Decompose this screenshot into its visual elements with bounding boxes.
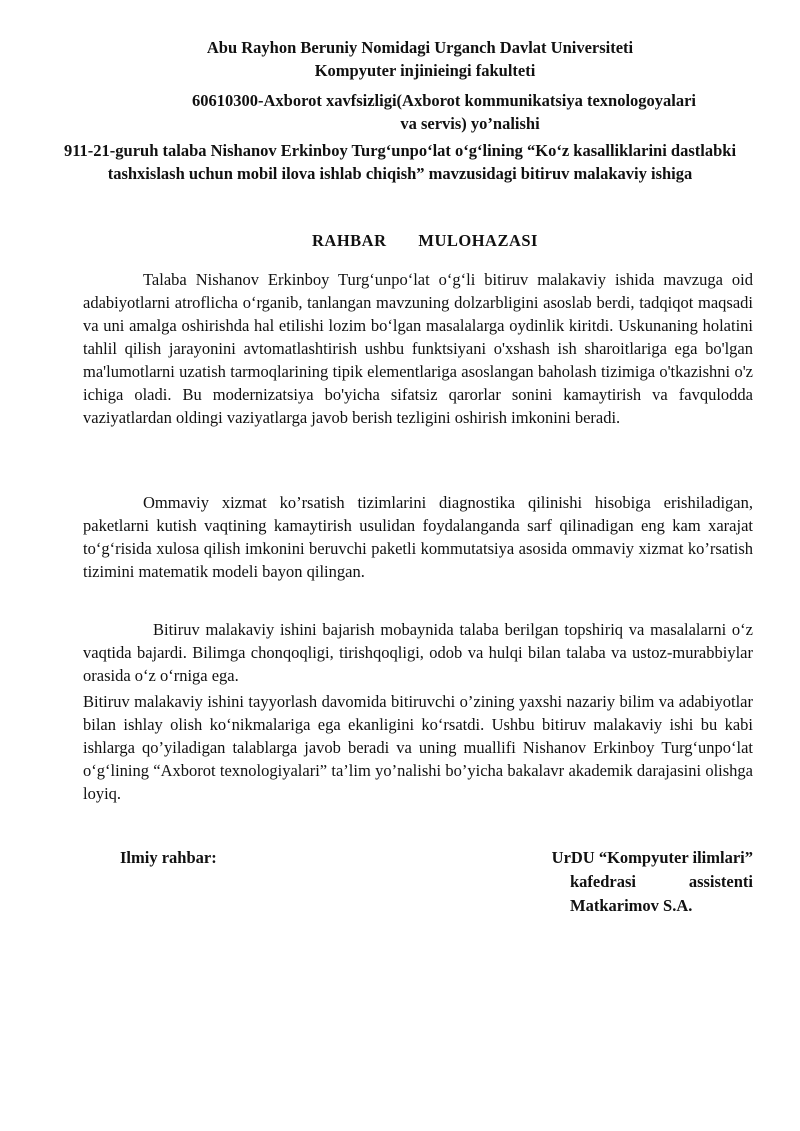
supervisor-name: Matkarimov S.A. <box>570 896 693 915</box>
document-heading: RAHBAR MULOHAZASI <box>312 231 538 250</box>
paragraph-4: Bitiruv malakaviy ishini tayyorlash davomida bitiruvchi o’zining yaxshi nazariy bilim va adabiyotlar bilan ishlay olish ko‘nikmalariga ega ekanligini ko‘rsatdi. Ushbu bitiruv malakaviy ishi bu kabi ishlarga qo’yiladigan talablarga javob beradi va uning muallifi Nishanov Erkinboy Turg‘unpo‘lat o‘g‘lining “Axborot texnologiyalari” ta’lim yo’nalishi bo’yicha bakalavr akademik darajasini olishga loyiq. <box>83 692 753 803</box>
paragraph-3: Bitiruv malakaviy ishini bajarish mobaynida talaba berilgan topshiriq va masalalarni o‘z vaqtida bajardi. Bilimga chonqoqligi, tirishqoqligi, odob va hulqi bilan talaba va ustoz-murabbiylar orasida o‘z o‘rniga ega. <box>83 620 753 685</box>
supervisor-block <box>520 846 753 918</box>
paragraph-2: Ommaviy xizmat ko’rsatish tizimlarini diagnostika qilinishi hisobiga erishiladigan, paketlarni kutish vaqtining kamaytirish usulidan foydalanganda sarf qilinadigan eng kam xarajat to‘g‘risida xulosa qilish imkonini beruvchi paketli kommutatsiya asosida ommaviy xizmat ko’rsatish tizimini matematik modeli bayon qilingan. <box>83 493 753 581</box>
supervisor-department: UrDU “Kompyuter ilimlari” <box>551 848 753 867</box>
faculty-name: Kompyuter injinieingi fakulteti <box>314 61 536 80</box>
thesis-topic: 911-21-guruh talaba Nishanov Erkinboy Turg‘unpo‘lat o‘g‘lining “Ko‘z kasalliklarini dastlabki tashxislash uchun mobil ilova ishlab chiqish” mavzusidagi bitiruv malakaviy ishiga <box>63 141 737 183</box>
supervisor-label: Ilmiy rahbar: <box>120 848 217 867</box>
direction-line-2: va servis) yo’nalishi <box>400 114 540 133</box>
direction-line-1: 60610300-Axborot xavfsizligi(Axborot kommunikatsiya texnologoyalari <box>192 91 697 110</box>
supervisor-position: kafedrasi assistenti <box>570 872 753 891</box>
paragraph-1: Talaba Nishanov Erkinboy Turg‘unpo‘lat o‘g‘li bitiruv malakaviy ishida mavzuga oid adabiyotlarni atroflicha o‘rganib, tanlangan mavzuning dolzarbligini asoslab berdi, tadqiqot maqsadi va uni amalga oshirishda hal etilishi lozim bo‘lgan masalalarga oydinlik kiritdi. Uskunaning holatini tahlil qilish jarayonini avtomatlashtirish ushbu funktsiyani o'xshash ish sharoitlariga ega bo'lgan ma'lumotlarni uzatish tarmoqlarining tipik elementlariga asoslangan baholash tizimiga o'tkazishni o'z ichiga oladi. Bu modernizatsiya bo'yicha sifatsiz qarorlar sonini kamaytirish va favqulodda vaziyatlardan oldingi vaziyatlarga javob berish tezligini oshirish imkonini beradi. <box>83 270 753 427</box>
university-name: Abu Rayhon Beruniy Nomidagi Urganch Davlat Universiteti <box>206 38 634 57</box>
